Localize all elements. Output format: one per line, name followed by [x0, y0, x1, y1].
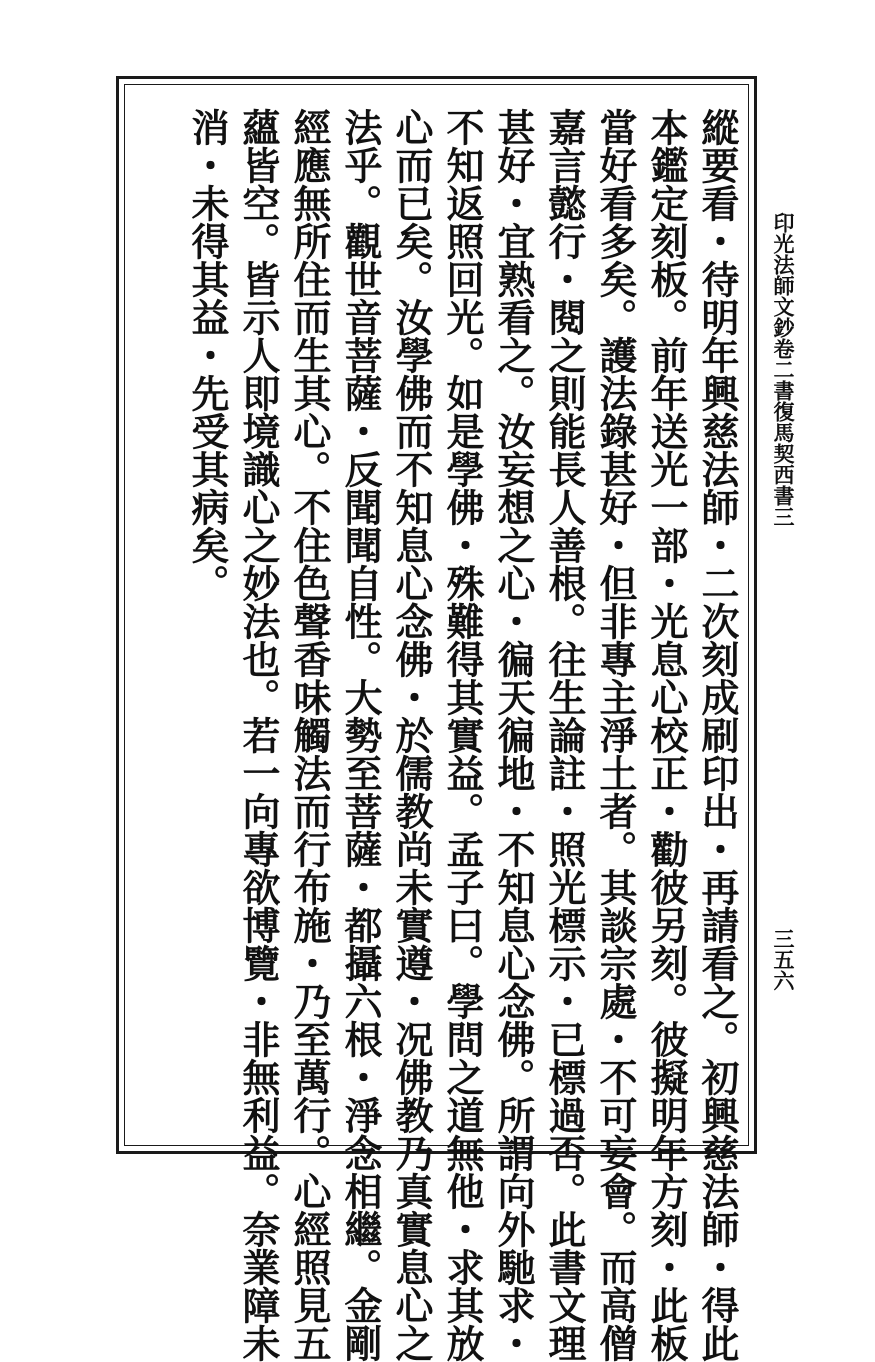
running-header — [770, 212, 796, 527]
page-number: 三五六 — [771, 928, 796, 991]
text-column: 甚好・宜熟看之。汝妄想之心・徧天徧地・不知息心念佛。所謂向外馳求・ — [491, 108, 536, 1362]
text-column: 蘊皆空。皆示人即境識心之妙法也。若一向專欲博覽・非無利益。奈業障未 — [236, 108, 281, 1362]
main-text — [182, 108, 743, 1362]
text-column: 嘉言懿行・閱之則能長人善根。往生論註・照光標示・已標過否。此書文理 — [542, 108, 587, 1362]
text-column: 心而已矣。汝學佛而不知息心念佛・於儒教尚未實遵・况佛教乃真實息心之 — [389, 108, 434, 1362]
book-title: 印光法師文鈔卷二 — [771, 212, 796, 380]
text-column: 本鑑定刻板。前年送光一部・光息心校正・勸彼另刻。彼擬明年方刻・此板 — [644, 108, 689, 1362]
text-column: 法乎。觀世音菩薩・反聞聞自性。大勢至菩薩・都攝六根・淨念相繼。金剛 — [338, 108, 383, 1362]
section-name: 書 — [771, 380, 796, 401]
letter-title: 復馬契西書三 — [771, 401, 796, 527]
text-column: 不知返照回光。如是學佛・殊難得其實益。孟子曰。學問之道無他・求其放 — [440, 108, 485, 1362]
text-column: 經應無所住而生其心。不住色聲香味觸法而行布施・乃至萬行。心經照見五 — [287, 108, 332, 1362]
text-column: 消・未得其益・先受其病矣。 — [185, 108, 230, 602]
text-column: 縱要看・待明年興慈法師・二次刻成刷印出・再請看之。初興慈法師・得此 — [695, 108, 740, 1362]
text-column: 當好看多矣。護法錄甚好・但非專主淨土者。其談宗處・不可妄會。而高僧 — [593, 108, 638, 1362]
